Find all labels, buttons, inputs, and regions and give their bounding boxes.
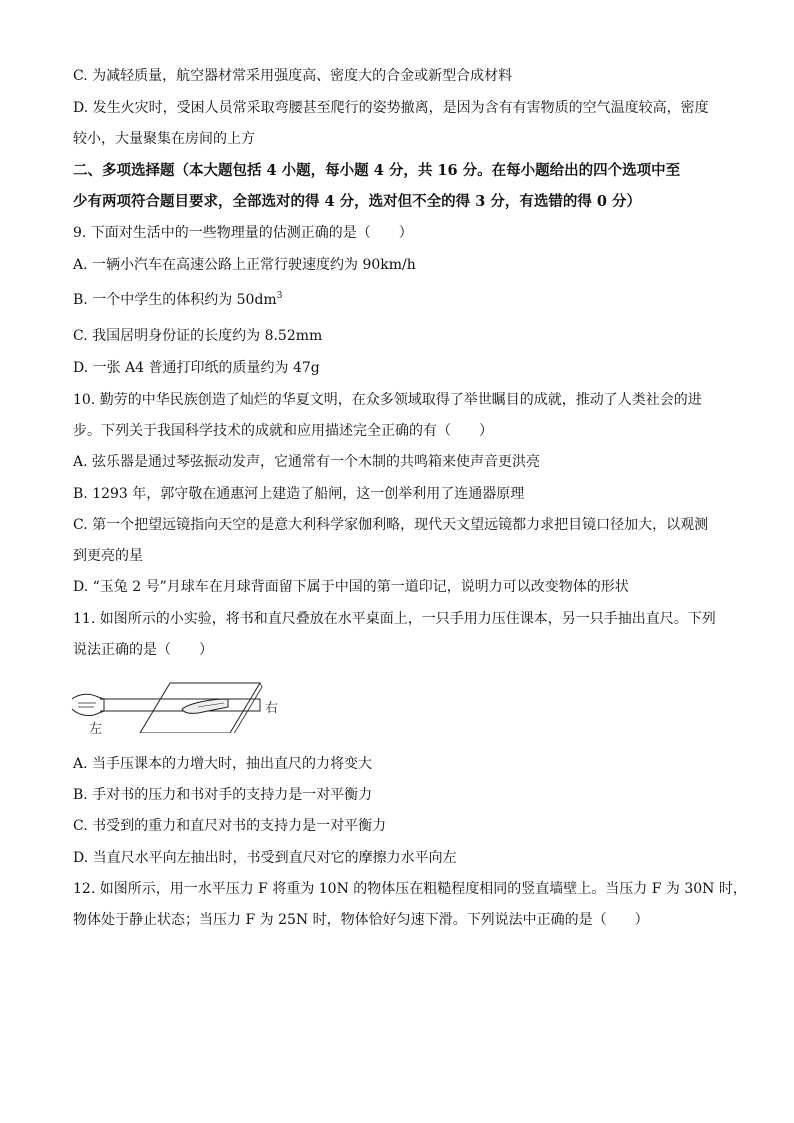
question-10-cont: 步。下列关于我国科学技术的成就和应用描述完全正确的有（ ） [73,423,493,439]
figure-label-left: 左 [89,722,103,737]
q9-option-b [73,290,282,310]
left-hand [72,694,104,715]
q9-option-c: C. 我国居明身份证的长度约为 8.52mm [73,328,323,344]
q10-option-c: C. 第一个把望远镜指向天空的是意大利科学家伽利略，现代天文望远镜都力求把目镜口径加大，以观测 [73,517,709,533]
question-11-cont: 说法正确的是（ ） [73,642,213,658]
q11-option-a: A. 当手压课本的力增大时，抽出直尺的力将变大 [73,756,373,772]
option-d-prev: D. 发生火灾时，受困人员常采取弯腰甚至爬行的姿势撤离，是因为含有有害物质的空气温度较高，密度 [73,100,709,116]
q11-option-c: C. 书受到的重力和直尺对书的支持力是一对平衡力 [73,818,387,834]
q10-option-b: B. 1293 年，郭守敬在通惠河上建造了船闸，这一创举利用了连通器原理 [73,486,525,502]
q10-option-a: A. 弦乐器是通过琴弦振动发声，它通常有一个木制的共鸣箱来使声音更洪亮 [73,454,541,470]
question-12-cont: 物体处于静止状态；当压力 F 为 25N 时，物体恰好匀速下滑。下列说法中正确的是（ ） [73,912,649,928]
ruler [100,699,260,711]
question-9: 9. 下面对生活中的一些物理量的估测正确的是（ ） [73,225,413,241]
section-heading-cont: 少有两项符合题目要求，全部选对的得 4 分，选对但不全的得 3 分，有选错的得 0 分） [73,193,642,210]
q10-option-d: D. “玉兔 2 号”月球车在月球背面留下属于中国的第一道印记，说明力可以改变物体的形状 [73,579,629,595]
option-d-prev-cont: 较小，大量聚集在房间的上方 [73,131,255,147]
q9-option-b-sup: 3 [276,291,283,301]
q9-option-b-text: B. 一个中学生的体积约为 50dm [73,292,277,308]
question-12: 12. 如图所示，用一水平压力 F 将重为 10N 的物体压在粗糙程度相同的竖直墙壁上。当压力 F 为 30N 时， [73,881,747,897]
question-11: 11. 如图所示的小实验，将书和直尺叠放在水平桌面上，一只手用力压住课本，另一只手抽出直尺。下列 [73,611,716,627]
q10-option-c-cont: 到更亮的星 [73,548,143,564]
option-c-prev: C. 为减轻质量，航空器材常采用强度高、密度大的合金或新型合成材料 [73,68,513,84]
figure-label-right: 右 [265,701,279,716]
q11-option-d: D. 当直尺水平向左抽出时，书受到直尺对它的摩擦力水平向左 [73,850,457,866]
q9-option-a: A. 一辆小汽车在高速公路上正常行驶速度约为 90km/h [73,257,416,273]
question-10: 10. 勤劳的中华民族创造了灿烂的华夏文明，在众多领域取得了举世瞩目的成就，推动了人类社会的进 [73,392,702,408]
q11-option-b: B. 手对书的压力和书对手的支持力是一对平衡力 [73,787,373,803]
section-heading: 二、多项选择题（本大题包括 4 小题，每小题 4 分，共 16 分。在每小题给出的四个选项中至 [73,162,681,179]
q9-option-d: D. 一张 A4 普通打印纸的质量约为 47g [73,360,320,376]
